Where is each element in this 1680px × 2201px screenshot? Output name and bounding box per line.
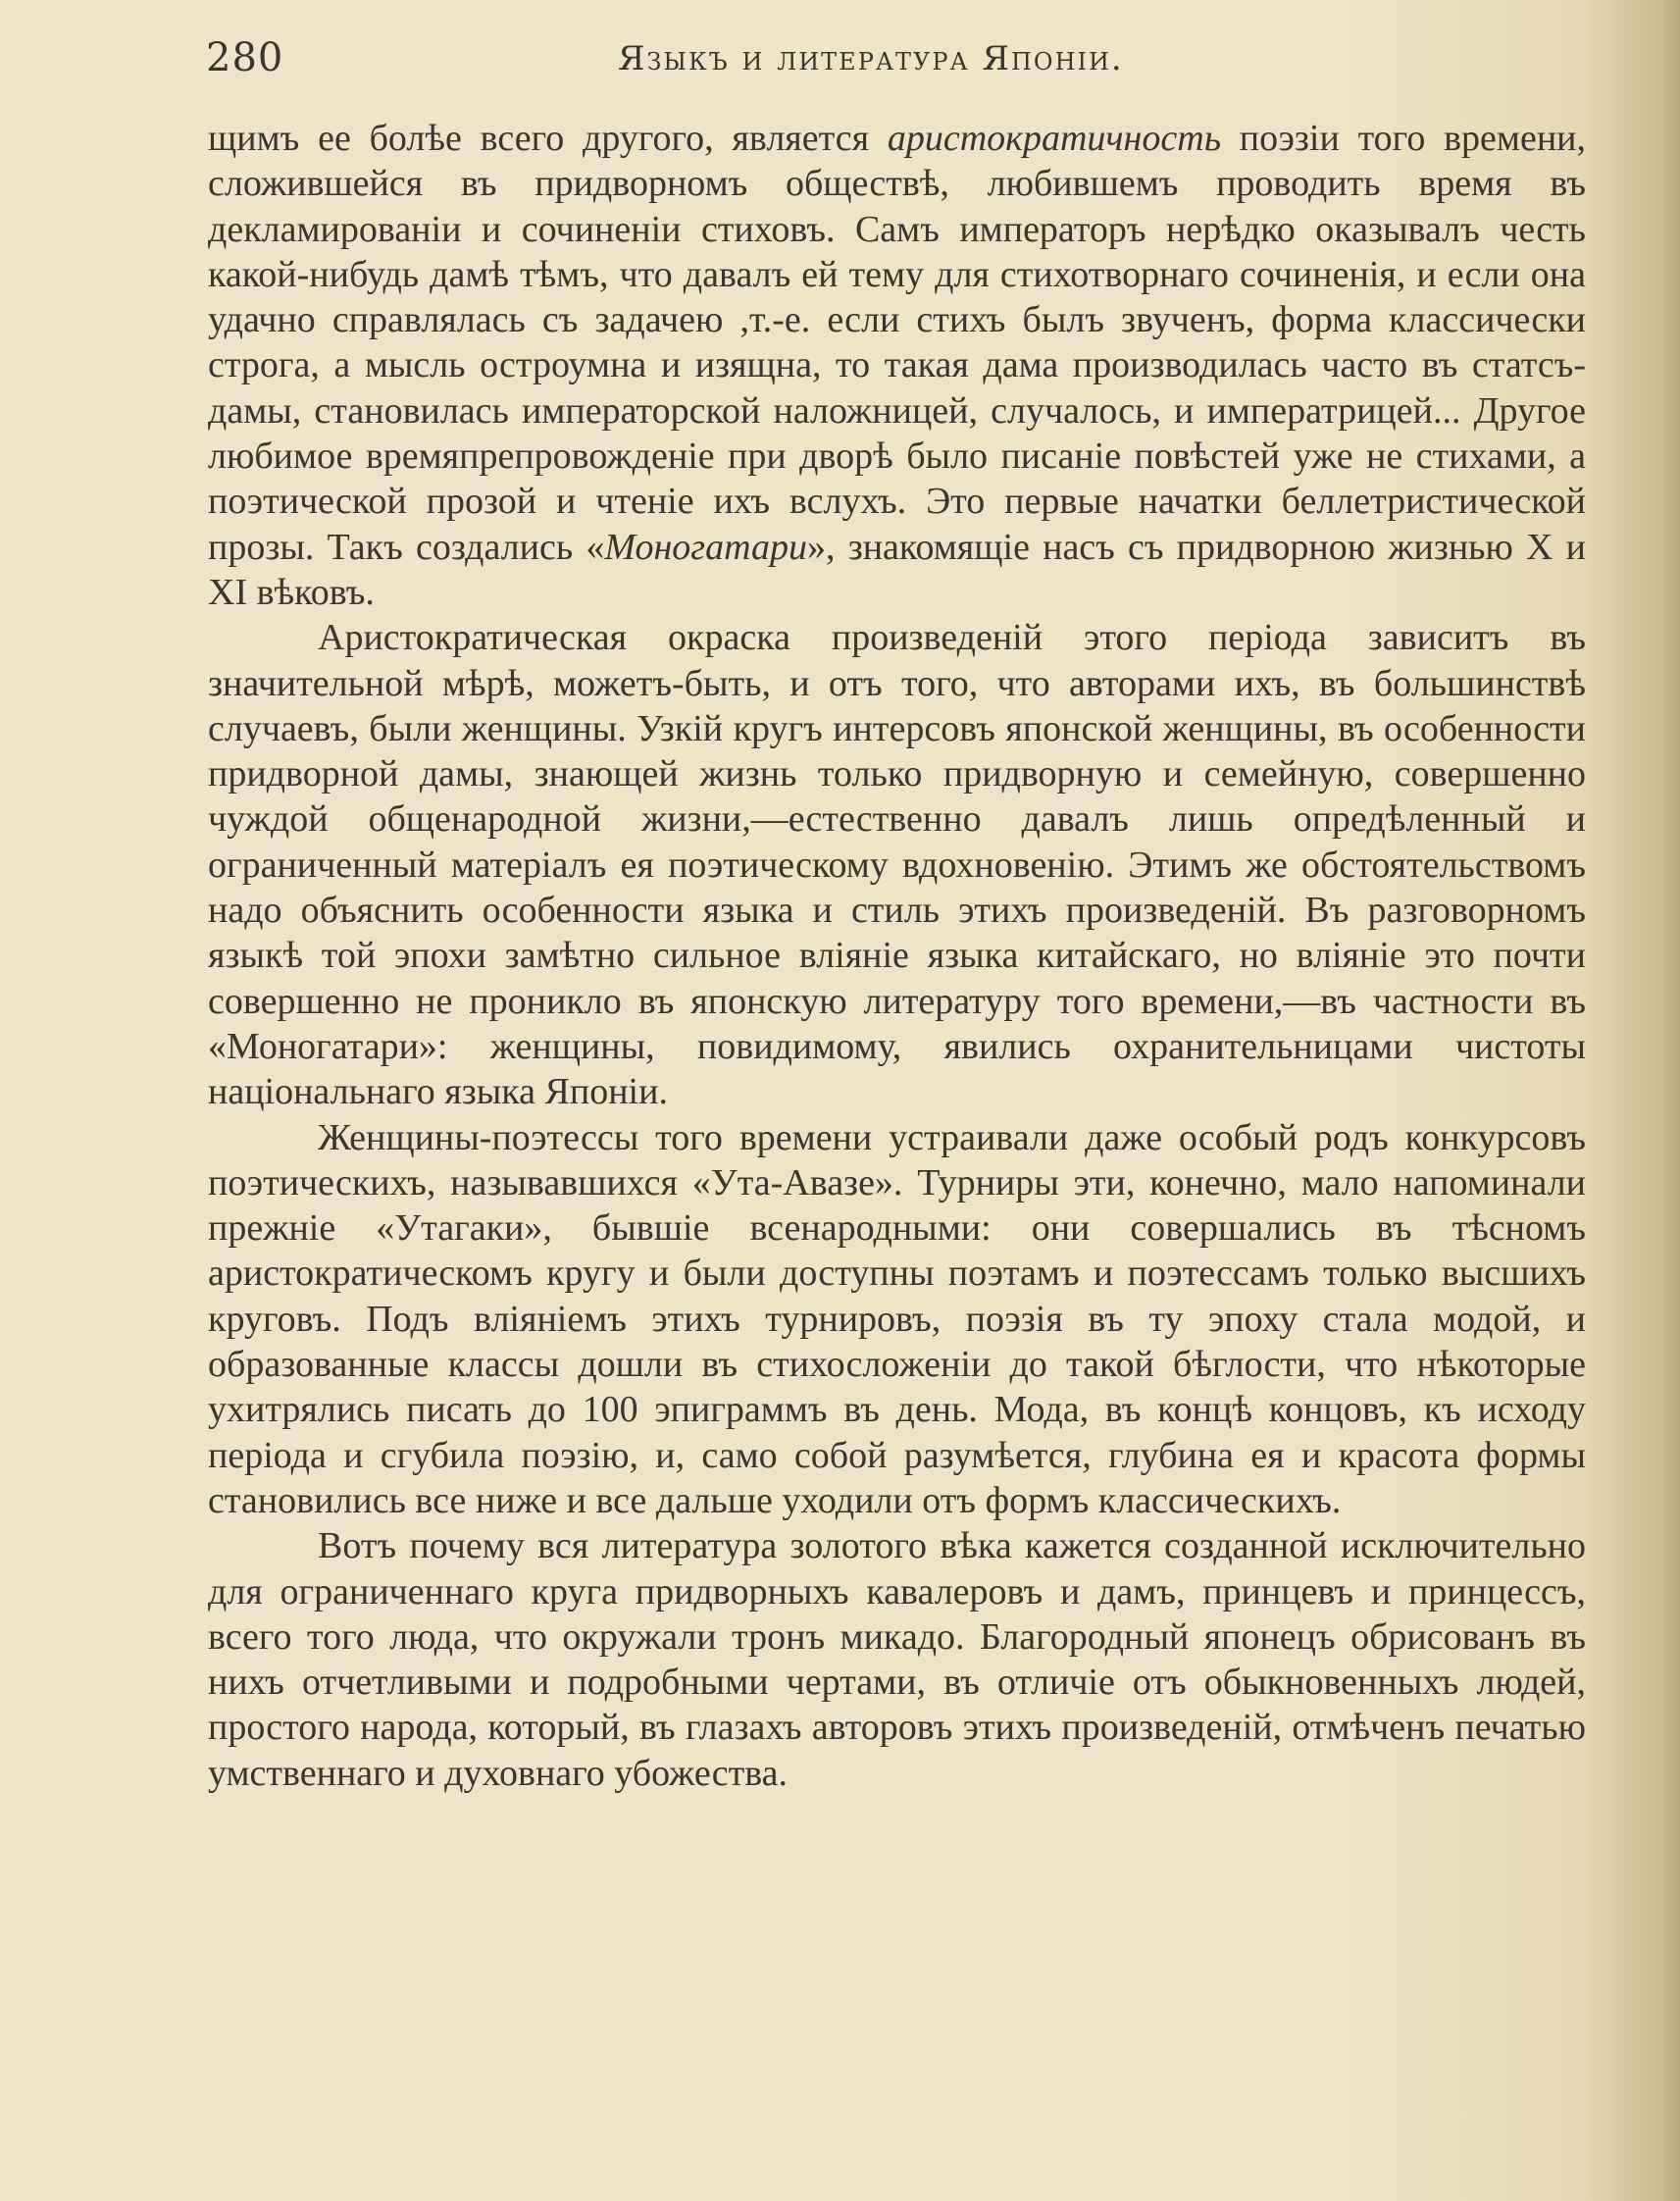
paragraph-1-tail: », знакомящіе насъ съ придворною жизнью X и XI вѣковъ. [208, 526, 1587, 613]
emphasized-title: Моногатари [604, 526, 808, 568]
paragraph-1-middle: поэзіи того времени, сложившейся въ придворномъ обществѣ, любившемъ проводить время въ декламированіи и сочиненіи стиховъ. Самъ императоръ нерѣдко оказывалъ честь какой-нибудь дамѣ тѣмъ, что давалъ ей тему для стихотворнаго сочиненія, и если она удачно справлялась съ задачею ,т.-е. если стихъ былъ звученъ, форма классически строга, а мысль остроумна и изящна, то такая дама производилась часто въ статсъ-дамы, становилась императорской наложницей, случалось, и императрицей... Другое любимое времяпрепровожденіе при дворѣ было писаніе повѣстей уже не стихами, а поэтической прозой и чтеніе ихъ вслухъ. Это первые начатки беллетристической прозы. Такъ создались « [208, 118, 1587, 568]
paragraph-3: Женщины-поэтессы того времени устраивали даже особый родъ конкурсовъ поэтическихъ, называвшихся «Ута-Авазе». Турниры эти, конечно, мало напоминали прежніе «Утагаки», бывшіе всенародными: они совершались въ тѣсномъ аристократическомъ кругу и были доступны поэтамъ и поэтессамъ только высшихъ круговъ. Подъ вліяніемъ этихъ турнировъ, поэзія въ ту эпоху стала модой, и образованные классы дошли въ стихосложеніи до такой бѣглости, что нѣкоторые ухитрялись писать до 100 эпиграммъ въ день. Мода, въ концѣ концовъ, къ исходу періода и сгубила поэзію, и, само собой разумѣется, глубина ея и красота формы становились все ниже и все дальше уходили отъ формъ классическихъ. [208, 1116, 1586, 1521]
page-number: 280 [206, 35, 284, 80]
paragraph-1 [208, 116, 1586, 615]
emphasized-term: аристократичность [887, 118, 1221, 159]
page-header [206, 35, 1579, 90]
running-title: Языкъ и литература Японіи. [618, 39, 1124, 78]
paragraph-2: Аристократическая окраска произведеній этого періода зависитъ въ значительной мѣрѣ, можетъ-быть, и отъ того, что авторами ихъ, въ большинствѣ случаевъ, были женщины. Узкій кругъ интерсовъ японской женщины, въ особенности придворной дамы, знающей жизнь только придворную и семейную, совершенно чуждой общенародной жизни,—естественно давалъ лишь опредѣленный и ограниченный матеріалъ ея поэтическому вдохновенію. Этимъ же обстоятельствомъ надо объяснить особенности языка и стиль этихъ произведеній. Въ разговорномъ языкѣ той эпохи замѣтно сильное вліяніе языка китайскаго, но вліяніе это почти совершенно не проникло въ японскую литературу того времени,—въ частности въ «Моногатари»: женщины, повидимому, явились охранительницами чистоты національнаго языка Японіи. [208, 617, 1586, 1113]
paragraph-1-lead: щимъ ее болѣе всего другого, является [208, 118, 888, 159]
body-text [208, 116, 1586, 1796]
paragraph-4: Вотъ почему вся литература золотого вѣка кажется созданной исключительно для ограниченнаго круга придворныхъ кавалеровъ и дамъ, принцевъ и принцессъ, всего того люда, что окружали тронъ микадо. Благородный японецъ обрисованъ въ нихъ отчетливыми и подробными чертами, въ отличіе отъ обыкновенныхъ людей, простого народа, который, въ глазахъ авторовъ этихъ произведеній, отмѣченъ печатью умственнаго и духовнаго убожества. [208, 1525, 1586, 1794]
